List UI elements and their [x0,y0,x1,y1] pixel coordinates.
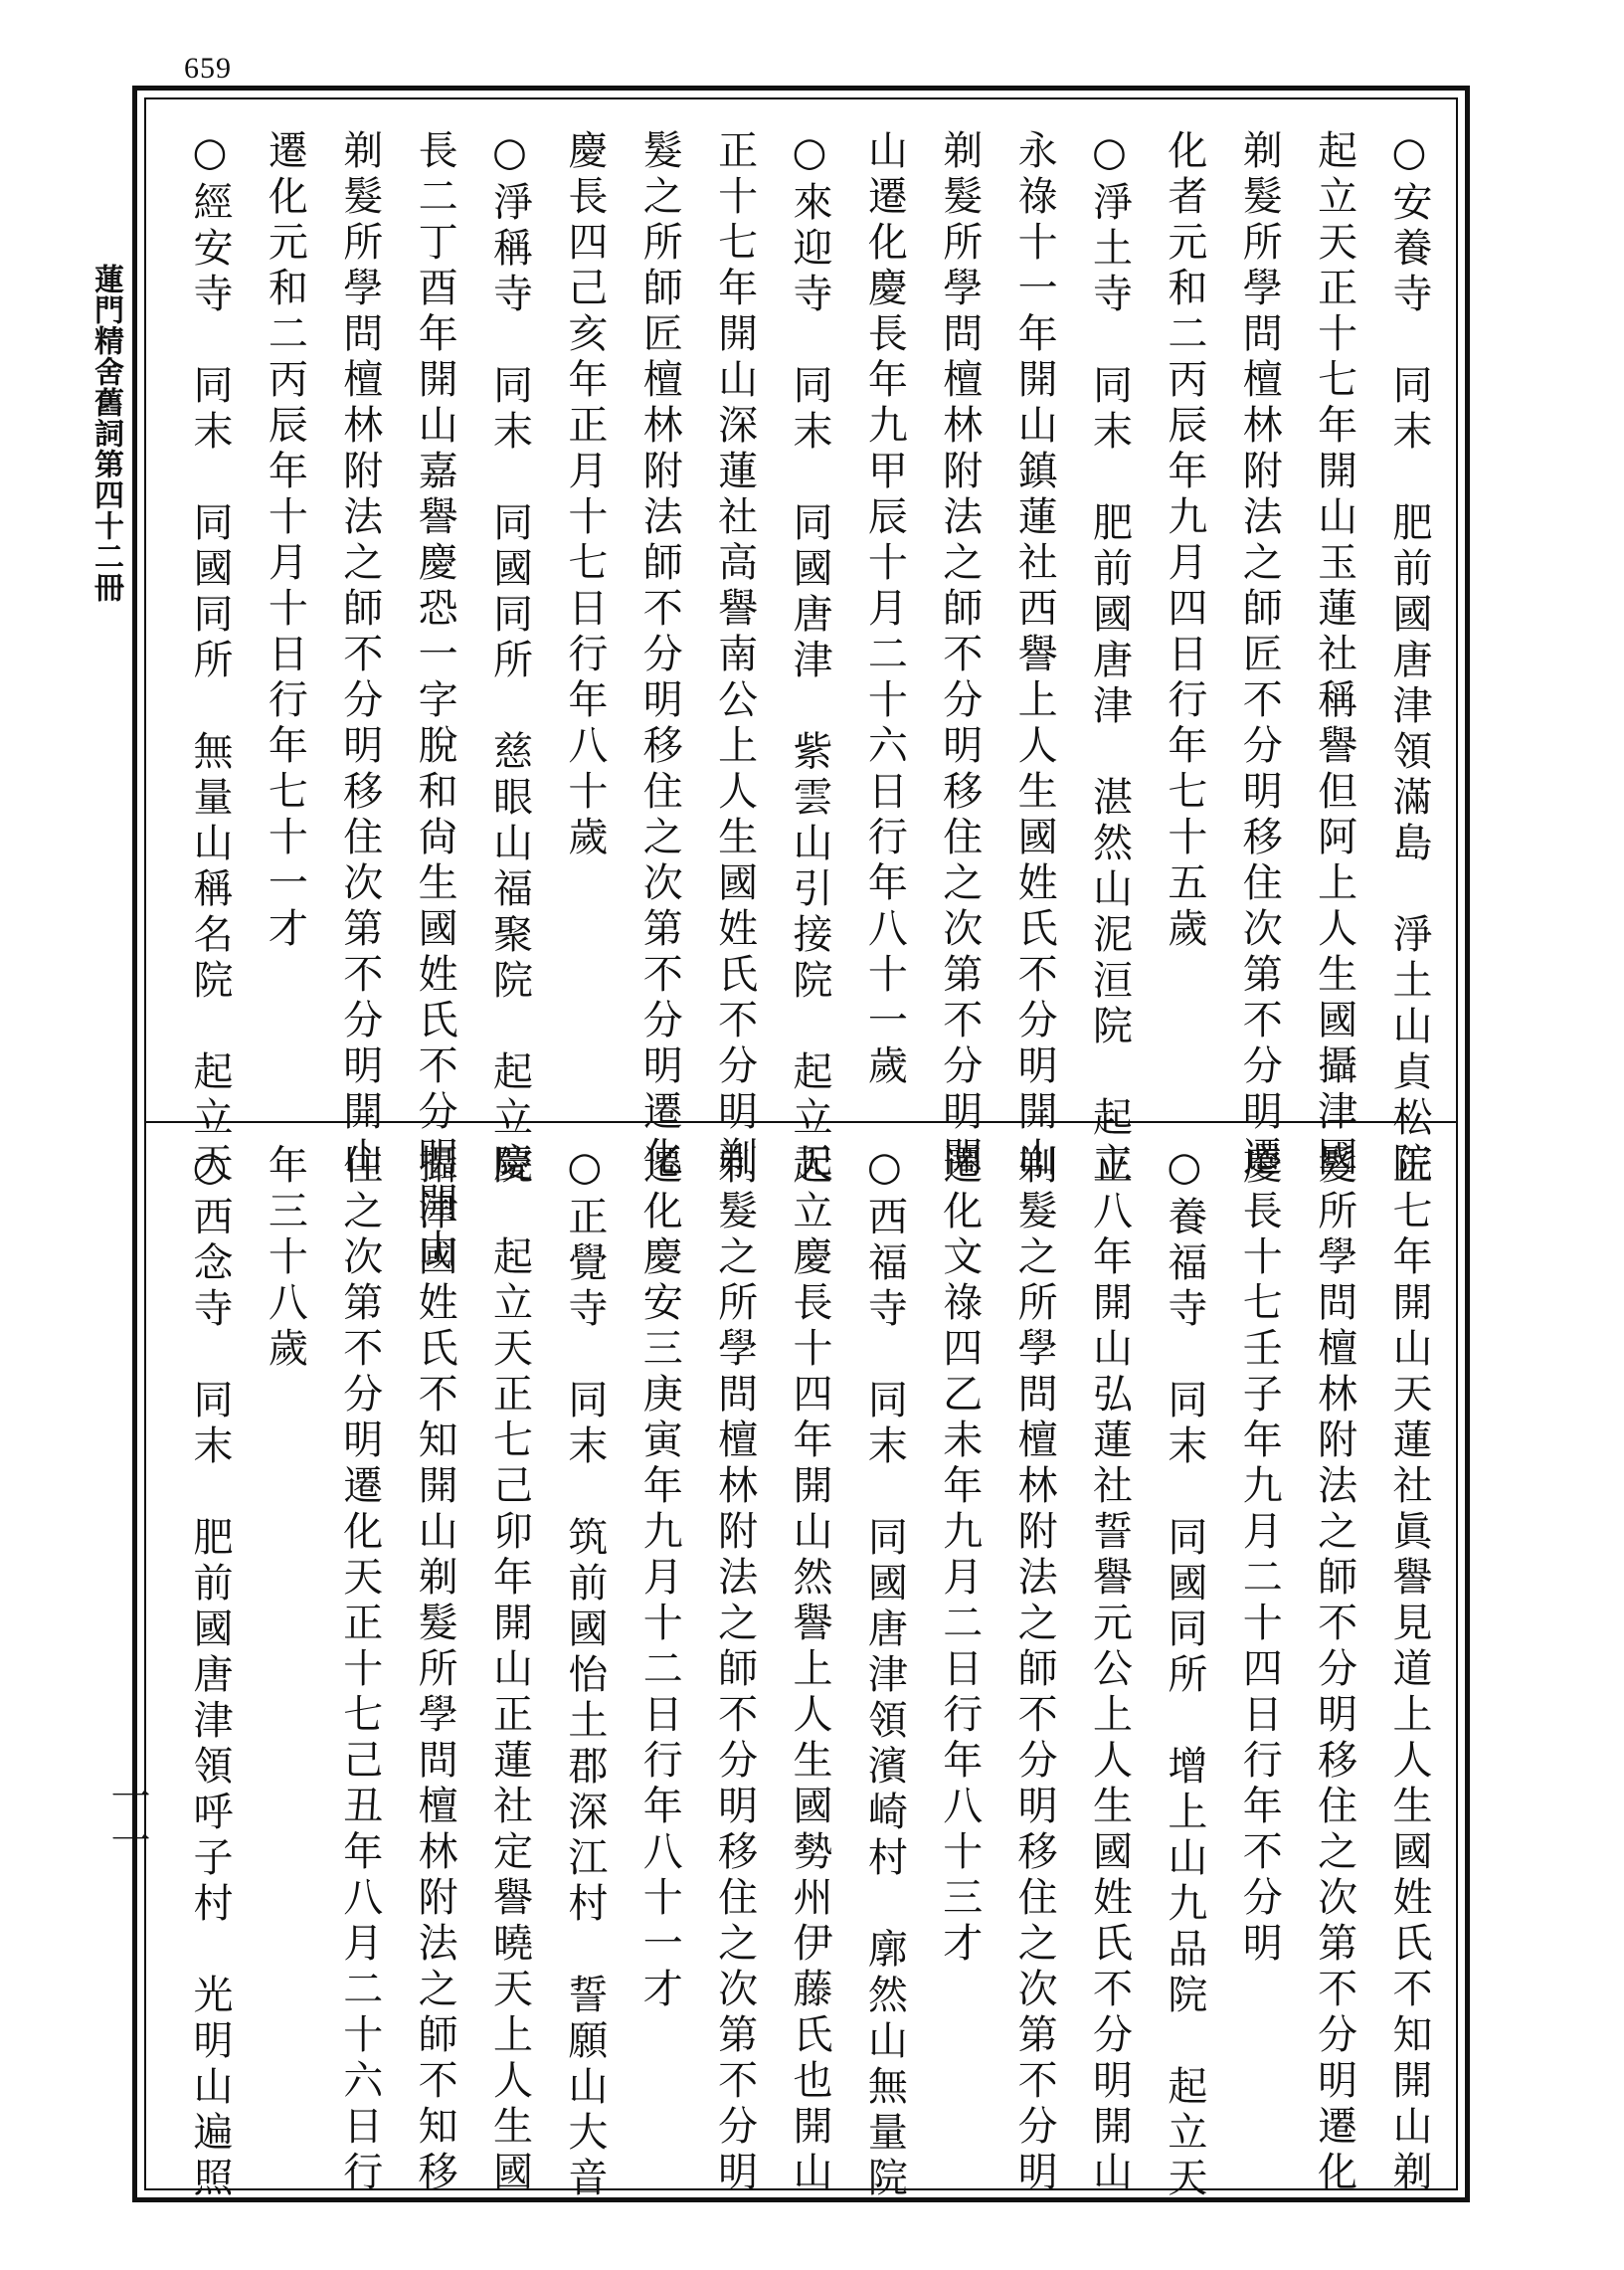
folio-mark: 一一 [104,1776,150,1863]
text-column: 髮之所師匠檀林附法師不分明移住之次第不分明遷化 [636,129,683,1182]
text-column: ○經安寺 同末 同國同所 無量山稱名院 起立天 [187,129,233,1188]
text-column: 化者元和二丙辰年九月四日行年七十五歲 [1161,129,1207,953]
text-column: 慶長四己亥年正月十七日行年八十歲 [561,129,608,861]
text-column: ○西福寺 同末 同國唐津領濱崎村 廓然山無量院 [861,1144,908,2202]
text-column: 長二丁酉年開山嘉譽慶恐一字脫和尙生國姓氏不分明開山 [412,129,458,1273]
text-column: 永祿十一年開山鎮蓮社西譽上人生國姓氏不分明開山 [1011,129,1058,1182]
text-column: 年三十八歲 [262,1144,308,1373]
text-column: 正七年開山天蓮社眞譽見道上人生國姓氏不知開山剃 [1386,1144,1432,2196]
text-column: 剃髮所學問檀林附法之師匠不分明移住次第不分明遷 [1236,129,1283,1182]
text-column: ○淨稱寺 同末 同國同所 慈眼山福聚院 起立慶 [486,129,533,1188]
text-column: ○安養寺 同末 肥前國唐津領滿島 淨土山貞松院 [1386,129,1432,1188]
text-column: ○西念寺 同末 肥前國唐津領呼子村 光明山遍照 [187,1144,233,2202]
text-column: 慶長十七壬子年九月二十四日行年不分明 [1236,1144,1283,1968]
text-column: 剃髮之所學問檀林附法之師不分明移住之次第不分明 [711,1144,758,2196]
text-column: 住之次第不分明遷化天正十七己丑年八月二十六日行 [336,1144,383,2196]
text-column: ○養福寺 同末 同國同所 增上山九品院 起立天 [1161,1144,1207,2202]
text-column: 山遷化慶長年九甲辰十月二十六日行年八十一歲 [861,129,908,1090]
text-column: 剃髮所學問檀林附法之師不分明移住次第不分明開山 [336,129,383,1182]
text-column: 遷化元和二丙辰年十月十日行年七十一才 [262,129,308,953]
text-column: 院 起立天正七己卯年開山正蓮社定譽曉天上人生國 [486,1144,533,2196]
margin-title: 蓮門精舍舊詞第四十二冊 [89,264,123,603]
text-column: 髮所學問檀林附法之師不分明移住之次第不分明遷化 [1311,1144,1357,2196]
text-column: 正十七年開山深蓮社高譽南公上人生國姓氏不分明剃 [711,129,758,1182]
text-column: 攝津國姓氏不知開山剃髮所學問檀林附法之師不知移 [412,1144,458,2196]
text-column: 正八年開山弘蓮社誓譽元公上人生國姓氏不分明開山 [1086,1144,1133,2196]
text-column: 起立慶長十四年開山然譽上人生國勢州伊藤氏也開山 [787,1144,832,2196]
text-column: ○正覺寺 同末 筑前國怡土郡深江村 誓願山大音 [561,1144,608,2202]
text-column: 剃髮所學問檀林附法之師不分明移住之次第不分明開 [936,129,983,1182]
page-number: 659 [184,52,232,85]
text-column: 剃髮之所學問檀林附法之師不分明移住之次第不分明 [1011,1144,1058,2196]
text-column: ○來迎寺 同末 同國唐津 紫雲山引接院 起立天 [787,129,832,1188]
text-column: 起立天正十七年開山玉蓮社稱譽但阿上人生國攝津國 [1311,129,1357,1182]
bottom-section [174,1144,1432,2202]
text-column: 遷化慶安三庚寅年九月十二日行年八十一才 [636,1144,683,2013]
text-column: ○淨土寺 同末 肥前國唐津 湛然山泥洹院 起立 [1086,129,1133,1188]
text-column: 遷化文祿四乙未年九月二日行年八十三才 [936,1144,983,1968]
